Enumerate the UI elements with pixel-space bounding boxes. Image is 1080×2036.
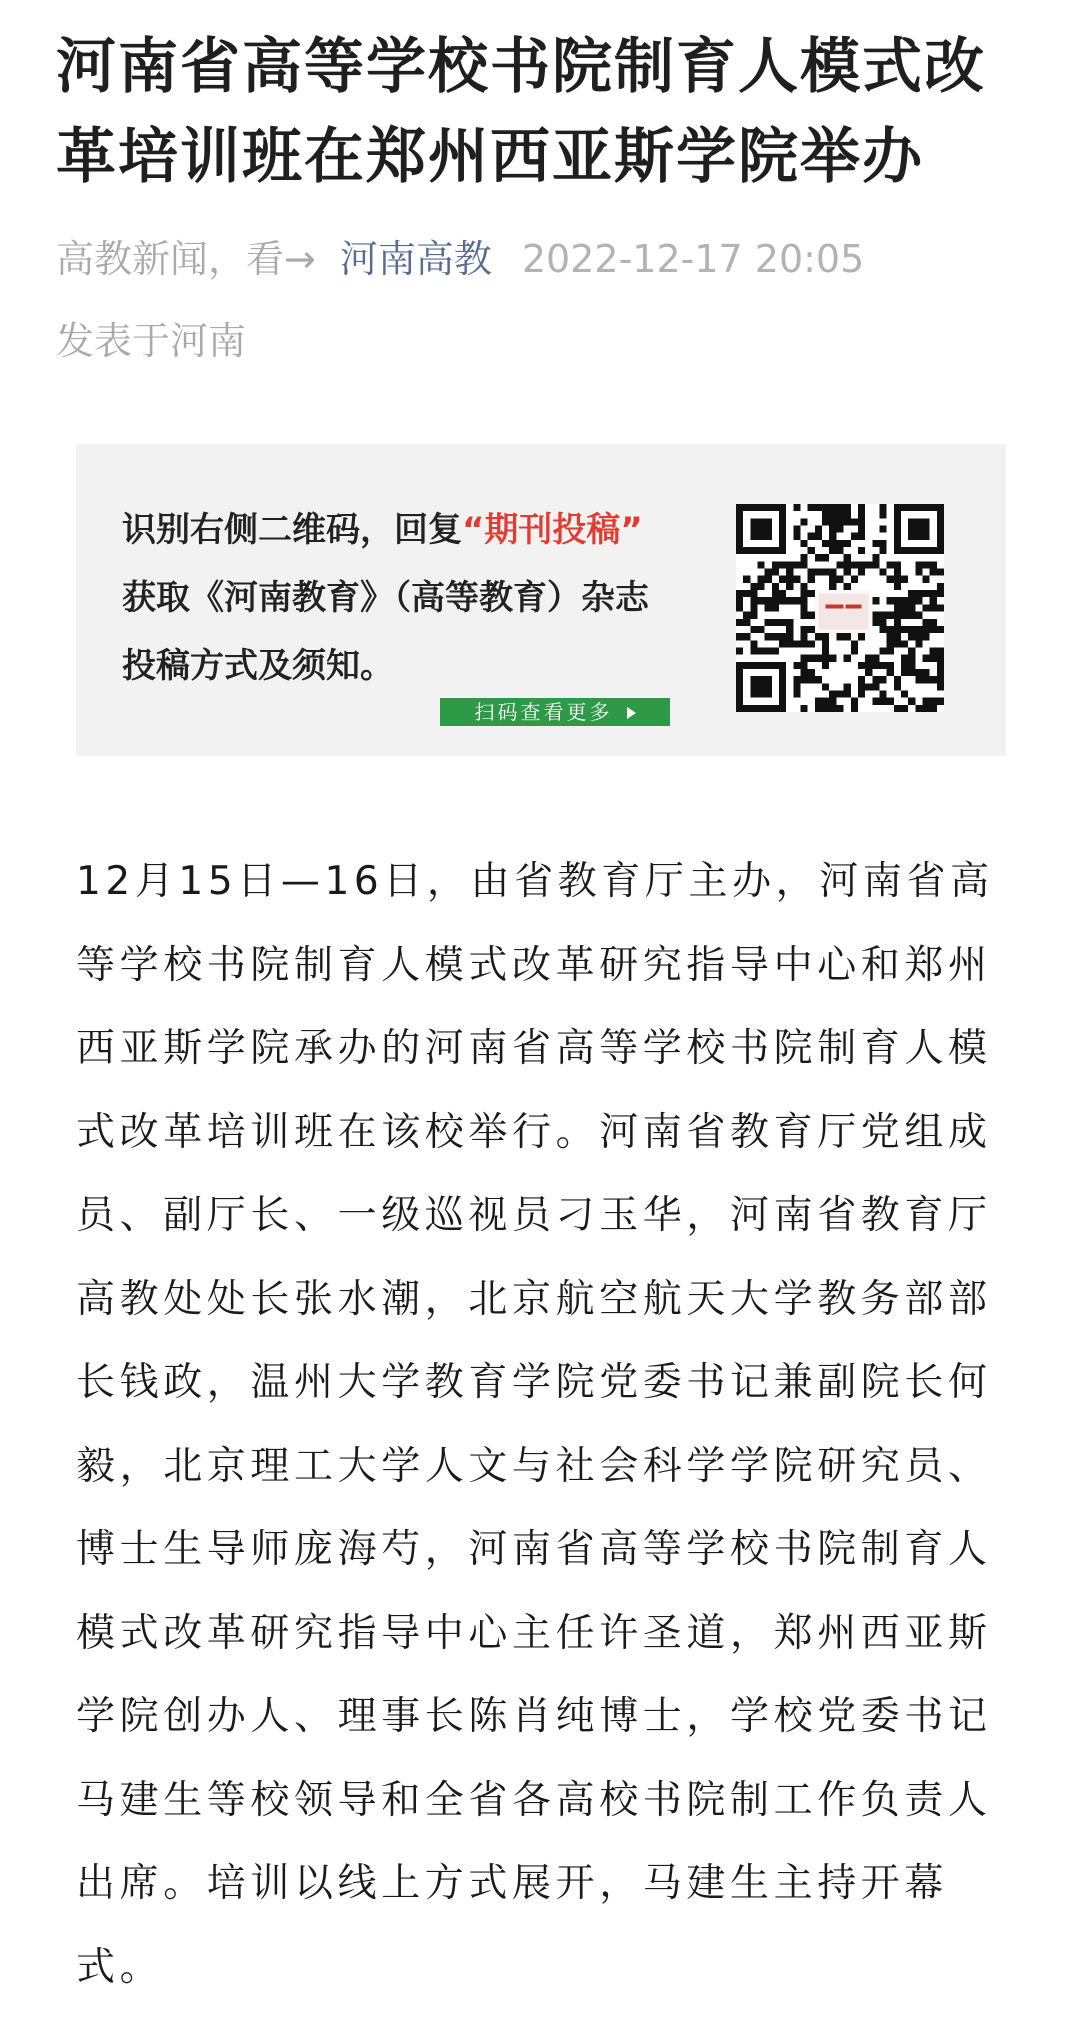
article-body-paragraph: 12月15日—16日，由省教育厅主办，河南省高等学校书院制育人模式改革研究指导中心和郑州西亚斯学院承办的河南省高等学校书院制育人模式改革培训班在该校举行。河南省教育厅党组成员、副厅长、一级巡视员刁玉华，河南省教育厅高教处处长张水潮，北京航空航天大学教务部部长钱政，温州大学教育学院党委书记兼副院长何毅，北京理工大学人文与社会科学学院研究员、博士生导师庞海芍，河南省高等学校书院制育人模式改革研究指导中心主任许圣道，郑州西亚斯学院创办人、理事长陈肖纯博士，学校党委书记马建生等校领导和全省各高校书院制工作负责人出席。培训以线上方式展开，马建生主持开幕式。 xyxy=(76,859,994,1990)
article-title: 河南省高等学校书院制育人模式改革培训班在郑州西亚斯学院举办 xyxy=(56,32,986,192)
promo-line-1 xyxy=(122,496,702,564)
promo-banner[interactable] xyxy=(76,444,1006,756)
publish-datetime: 2022-12-17 20:05 xyxy=(521,237,865,281)
account-name-link[interactable]: 河南高教 xyxy=(339,237,492,281)
play-arrow-icon xyxy=(627,707,636,719)
meta-line-1 xyxy=(56,218,1016,300)
promo-line-3: 投稿方式及须知。 xyxy=(122,646,394,686)
promo-text xyxy=(122,496,702,700)
scan-more-button[interactable] xyxy=(440,698,670,726)
promo-line-1-prefix: 识别右侧二维码，回复 xyxy=(122,510,462,550)
column-link[interactable]: 高教新闻，看→ xyxy=(56,237,316,281)
publish-location: 发表于河南 xyxy=(56,319,247,363)
article-meta xyxy=(56,218,1016,382)
promo-line-2: 获取《河南教育》（高等教育）杂志 xyxy=(122,578,649,618)
scan-more-label: 扫码查看更多 xyxy=(474,700,613,724)
promo-keyword: “期刊投稿” xyxy=(462,510,643,550)
qr-code-icon[interactable] xyxy=(736,504,944,712)
